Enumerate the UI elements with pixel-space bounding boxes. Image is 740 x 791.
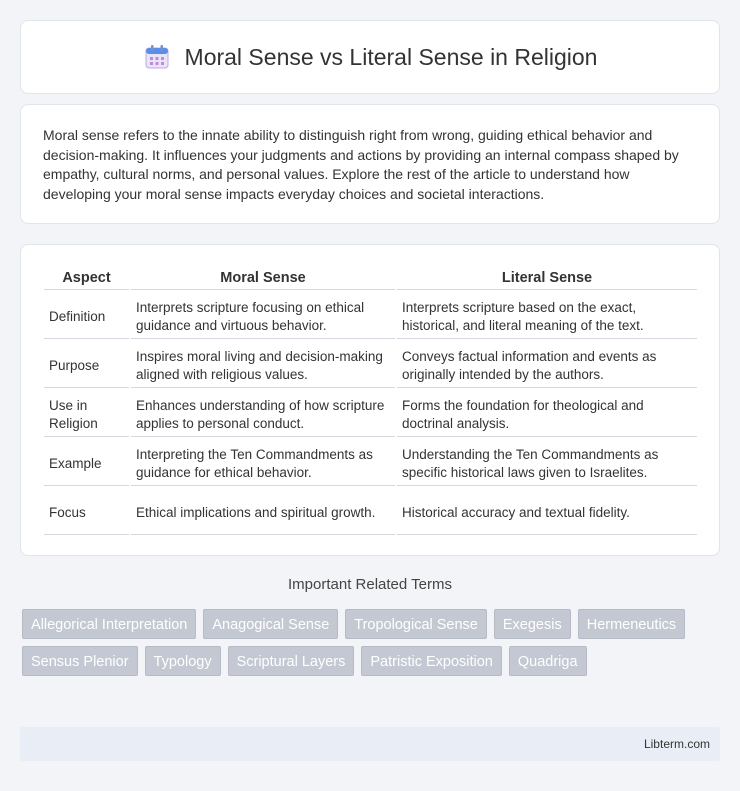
footer	[20, 727, 720, 761]
page-title: Moral Sense vs Literal Sense in Religion	[184, 43, 598, 70]
table-cell: Purpose	[44, 339, 129, 388]
table-cell: Example	[44, 437, 129, 486]
header-literal-sense: Literal Sense	[397, 265, 697, 290]
related-term-tag[interactable]: Anagogical Sense	[203, 609, 338, 639]
table-cell: Ethical implications and spiritual growth.	[131, 486, 395, 535]
table-cell: Use in Religion	[44, 388, 129, 437]
header-aspect: Aspect	[44, 265, 129, 290]
intro-card	[20, 104, 720, 224]
table-cell: Inspires moral living and decision-making aligned with religious values.	[131, 339, 395, 388]
table-cell: Conveys factual information and events as originally intended by the authors.	[397, 339, 697, 388]
table-cell: Historical accuracy and textual fidelity.	[397, 486, 697, 535]
footer-site-link[interactable]: Libterm.com	[643, 737, 710, 751]
table-row	[44, 437, 697, 486]
related-term-tag[interactable]: Patristic Exposition	[361, 646, 502, 676]
table-row	[44, 339, 697, 388]
table-row	[44, 486, 697, 535]
comparison-table	[42, 265, 699, 535]
table-cell: Understanding the Ten Commandments as specific historical laws given to Israelites.	[397, 437, 697, 486]
table-cell: Definition	[44, 290, 129, 339]
related-term-tag[interactable]: Allegorical Interpretation	[22, 609, 196, 639]
table-cell: Focus	[44, 486, 129, 535]
table-cell: Interprets scripture based on the exact, historical, and literal meaning of the text.	[397, 290, 697, 339]
table-cell: Interprets scripture focusing on ethical guidance and virtuous behavior.	[131, 290, 395, 339]
table-row	[44, 388, 697, 437]
related-term-tag[interactable]: Hermeneutics	[578, 609, 685, 639]
title-card	[20, 20, 720, 94]
table-row	[44, 290, 697, 339]
related-term-tag[interactable]: Quadriga	[509, 646, 587, 676]
related-term-tag[interactable]: Tropological Sense	[345, 609, 487, 639]
calendar-icon	[143, 43, 171, 71]
related-term-tag[interactable]: Exegesis	[494, 609, 571, 639]
intro-text: Moral sense refers to the innate ability to distinguish right from wrong, guiding ethical behavior and decision-making. It influences your judgments and actions by providing an internal compass shaped by empathy, cultural norms, and personal values. Explore the rest of the article to understand how developing your moral sense impacts everyday choices and societal interactions.	[43, 127, 679, 202]
related-terms-title: Important Related Terms	[288, 576, 452, 593]
related-term-tag[interactable]: Scriptural Layers	[228, 646, 355, 676]
comparison-table-card	[20, 244, 720, 556]
related-term-tag[interactable]: Typology	[145, 646, 221, 676]
related-term-tag[interactable]: Sensus Plenior	[22, 646, 138, 676]
related-terms-list	[22, 609, 702, 676]
header-moral-sense: Moral Sense	[131, 265, 395, 290]
table-cell: Interpreting the Ten Commandments as guidance for ethical behavior.	[131, 437, 395, 486]
table-cell: Forms the foundation for theological and doctrinal analysis.	[397, 388, 697, 437]
table-header-row	[44, 265, 697, 290]
table-cell: Enhances understanding of how scripture applies to personal conduct.	[131, 388, 395, 437]
